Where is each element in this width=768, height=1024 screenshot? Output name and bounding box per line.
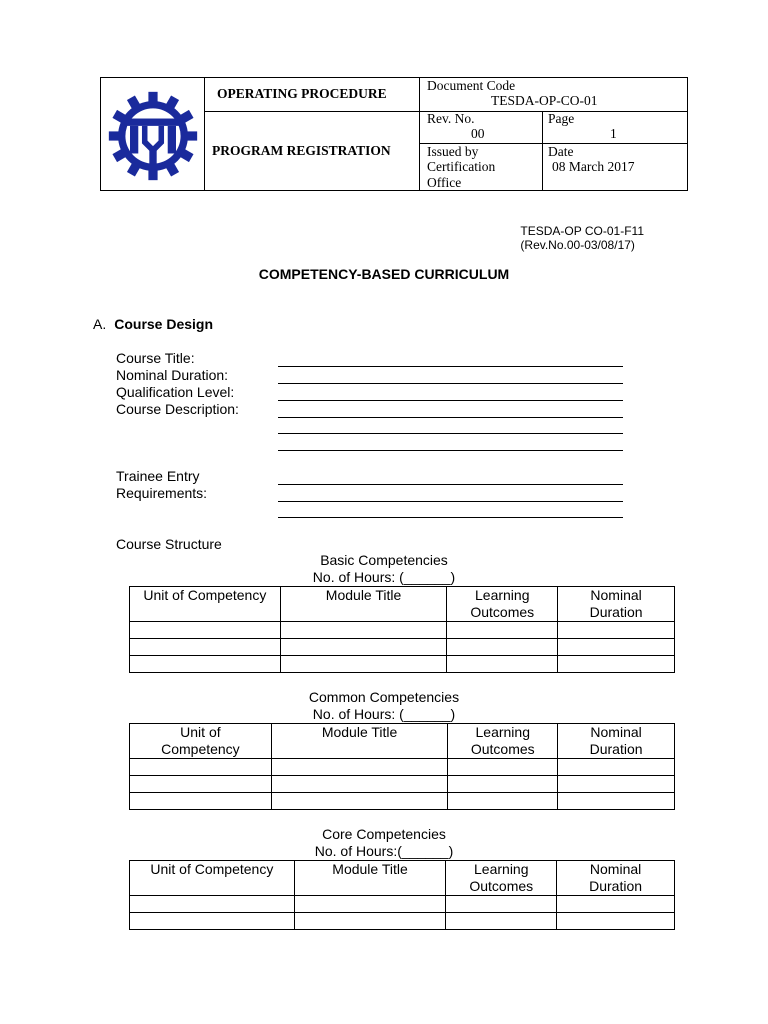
- course-description-line-1[interactable]: [278, 417, 623, 418]
- page-label: Page: [548, 111, 575, 126]
- table-row[interactable]: [130, 622, 675, 639]
- core-competencies-caption: Core Competencies: [322, 826, 446, 842]
- nominal-duration-label: Nominal Duration:: [116, 367, 229, 383]
- qualification-level-line[interactable]: [278, 400, 623, 401]
- core-hours: No. of Hours:(______): [314, 843, 454, 859]
- table-row[interactable]: [130, 913, 675, 930]
- col-learning-outcomes: Learning Outcomes: [447, 587, 558, 622]
- table-row[interactable]: [130, 759, 675, 776]
- course-structure-label: Course Structure: [116, 536, 222, 552]
- table-row[interactable]: [130, 776, 675, 793]
- rev-no-value: 00: [471, 126, 485, 141]
- issued-by-label-3: Office: [427, 175, 462, 190]
- trainee-entry-line-2[interactable]: [278, 501, 623, 502]
- trainee-entry-label: Trainee Entry: [116, 468, 200, 484]
- table-row[interactable]: [130, 639, 675, 656]
- col-unit-of-competency: Unit of Competency: [130, 587, 281, 622]
- col-nominal-duration: Nominal Duration: [557, 861, 675, 896]
- section-title: Course Design: [114, 316, 214, 332]
- issued-by-label-1: Issued by: [427, 144, 479, 159]
- course-description-line-2[interactable]: [278, 433, 623, 434]
- col-nominal-duration: Nominal Duration: [558, 587, 675, 622]
- qualification-level-label: Qualification Level:: [116, 384, 235, 400]
- table-row[interactable]: [130, 896, 675, 913]
- table-row[interactable]: [130, 793, 675, 810]
- basic-competencies-caption: Basic Competencies: [320, 552, 448, 568]
- operating-procedure-label: OPERATING PROCEDURE: [217, 86, 387, 101]
- date-value: 08 March 2017: [552, 159, 635, 174]
- table-header-row: [130, 587, 675, 622]
- table-header-row: [130, 724, 675, 759]
- common-competencies-caption: Common Competencies: [308, 689, 460, 705]
- col-learning-outcomes: Learning Outcomes: [446, 861, 557, 896]
- section-letter: A.: [93, 316, 107, 332]
- course-title-line[interactable]: [278, 366, 623, 367]
- col-module-title: Module Title: [294, 861, 446, 896]
- col-learning-outcomes: Learning Outcomes: [448, 724, 558, 759]
- course-title-label: Course Title:: [116, 350, 195, 366]
- table-header-row: [130, 861, 675, 896]
- col-module-title: Module Title: [280, 587, 447, 622]
- course-description-label: Course Description:: [116, 401, 239, 417]
- document-code-value: TESDA-OP-CO-01: [491, 93, 598, 108]
- trainee-entry-line-1[interactable]: [278, 484, 623, 485]
- program-registration-label: PROGRAM REGISTRATION: [212, 143, 391, 158]
- col-nominal-duration: Nominal Duration: [558, 724, 675, 759]
- common-competencies-table: [129, 723, 675, 810]
- rev-no-label: Rev. No.: [427, 111, 475, 126]
- document-code-label: Document Code: [427, 78, 516, 93]
- page-title: COMPETENCY-BASED CURRICULUM: [258, 266, 510, 282]
- form-code-line1: TESDA-OP CO-01-F11: [520, 224, 644, 238]
- col-unit-of-competency: Unit of Competency: [130, 724, 272, 759]
- basic-hours: No. of Hours: (______): [312, 569, 456, 585]
- common-hours: No. of Hours: (______): [312, 706, 456, 722]
- date-label: Date: [548, 144, 574, 159]
- requirements-label: Requirements:: [116, 485, 208, 501]
- issued-by-label-2: Certification: [427, 159, 496, 174]
- document-header: [100, 77, 688, 191]
- col-module-title: Module Title: [271, 724, 448, 759]
- course-description-line-3[interactable]: [278, 450, 623, 451]
- col-unit-of-competency: Unit of Competency: [130, 861, 295, 896]
- section-heading: [93, 316, 213, 332]
- form-code-line2: (Rev.No.00-03/08/17): [520, 238, 635, 252]
- form-code: [520, 224, 644, 252]
- nominal-duration-line[interactable]: [278, 383, 623, 384]
- tesda-logo-icon: [107, 90, 199, 182]
- table-row[interactable]: [130, 656, 675, 673]
- core-competencies-table: [129, 860, 675, 930]
- trainee-entry-line-3[interactable]: [278, 517, 623, 518]
- page-value: 1: [610, 126, 617, 141]
- basic-competencies-table: [129, 586, 675, 673]
